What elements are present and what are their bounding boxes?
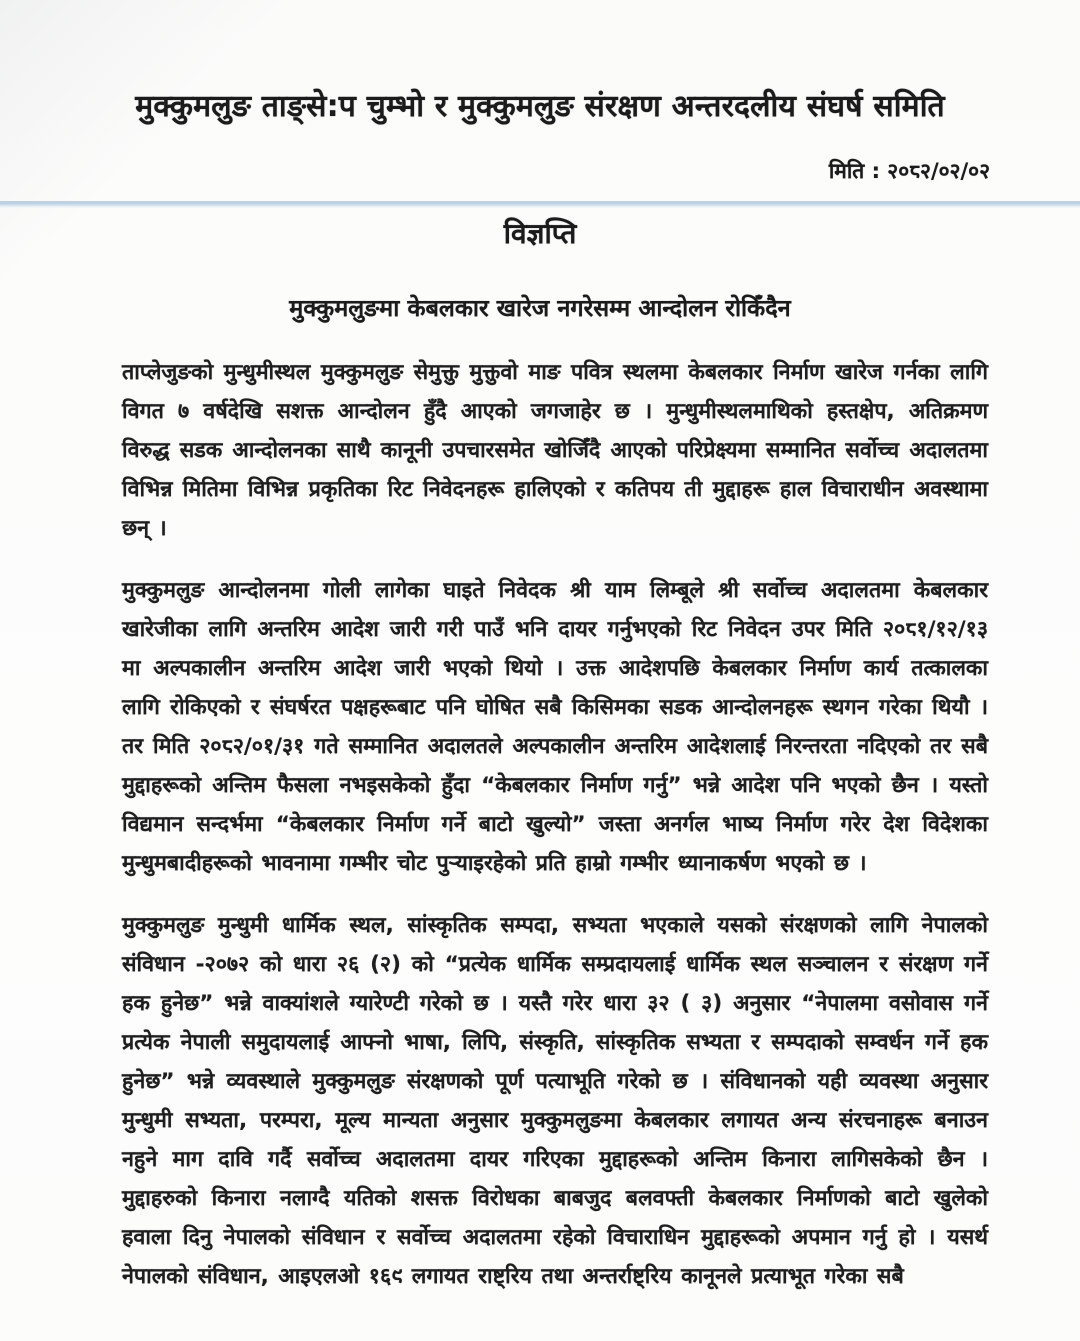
divider-rule [0, 201, 1080, 208]
paragraph-2: मुक्कुमलुङ आन्दोलनमा गोली लागेका घाइते निवेदक श्री याम लिम्बूले श्री सर्वोच्च अदालतमा केबलकार खारेजीका लागि अन्तरिम आदेश जारी गरी पाउँ भनि दायर गर्नुभएको रिट निवेदन उपर मिति २०८१/१२/१३ मा अल्पकालीन अन्तरिम आदेश जारी भएको थियो । उक्त आदेशपछि केबलकार निर्माण कार्य तत्कालका लागि रोकिएको र संघर्षरत पक्षहरूबाट पनि घोषित सबै किसिमका सडक आन्दोलनहरू स्थगन गरेका थियौ । तर मिति २०८२/०१/३१ गते सम्मानित अदालतले अल्पकालीन अन्तरिम आदेशलाई निरन्तरता नदिएको तर सबै मुद्दाहरूको अन्तिम फैसला नभइसकेको हुँदा “केबलकार निर्माण गर्नु” भन्ने आदेश पनि भएको छैन । यस्तो विद्यमान सन्दर्भमा “केबलकार निर्माण गर्ने बाटो खुल्यो” जस्ता अनर्गल भाष्य निर्माण गरेर देश विदेशका मुन्धुमबादीहरूको भावनामा गम्भीर चोट पुऱ्याइरहेको प्रति हाम्रो गम्भीर ध्यानाकर्षण भएको छ । [122, 578, 988, 876]
paragraph-3: मुक्कुमलुङ मुन्धुमी धार्मिक स्थल, सांस्कृतिक सम्पदा, सभ्यता भएकाले यसको संरक्षणको लागि नेपालको संविधान -२०७२ को धारा २६ (२) को “प्रत्येक धार्मिक सम्प्रदायलाई धार्मिक स्थल सञ्चालन र संरक्षण गर्ने हक हुनेछ” भन्ने वाक्यांशले ग्यारेण्टी गरेको छ । यस्तै गरेर धारा ३२ ( ३) अनुसार “नेपालमा वसोवास गर्ने प्रत्येक नेपाली समुदायलाई आफ्नो भाषा, लिपि, संस्कृति, सांस्कृतिक सभ्यता र सम्पदाको सम्वर्धन गर्ने हक हुनेछ” भन्ने व्यवस्थाले मुक्कुमलुङ संरक्षणको पूर्ण पत्याभूति गरेको छ । संविधानको यही व्यवस्था अनुसार मुन्धुमी सभ्यता, परम्परा, मूल्य मान्यता अनुसार मुक्कुमलुङमा केबलकार लगायत अन्य संरचनाहरू बनाउन नहुने माग दावि गर्दै सर्वोच्च अदालतमा दायर गरिएका मुद्दाहरूको अन्तिम किनारा लागिसकेको छैन । मुद्दाहरुको किनारा नलाग्दै यतिको शसक्त विरोधका बाबजुद बलवफ्ती केबलकार निर्माणको बाटो खुलेको हवाला दिनु नेपालको संविधान र सर्वोच्च अदालतमा रहेको विचाराधिन मुद्दाहरूको अपमान गर्नु हो । यसर्थ नेपालको संविधान, आइएलओ १६९ लगायत राष्ट्रिय तथा अन्तर्राष्ट्रिय कानूनले प्रत्याभूत गरेका सबै [122, 913, 989, 1289]
document-body [122, 353, 988, 1296]
notice-heading: विज्ञप्ति [503, 217, 577, 250]
subject-heading: मुक्कुमलुङमा केबलकार खारेज नगरेसम्म आन्दोलन रोकिँदैन [289, 294, 791, 322]
date-line: मिति : २०८२/०२/०२ [828, 159, 990, 183]
paragraph-1: ताप्लेजुङको मुन्धुमीस्थल मुक्कुमलुङ सेमुक्तु मुक्तुवो माङ पवित्र स्थलमा केबलकार निर्माण खारेज गर्नका लागि विगत ७ वर्षदेखि सशक्त आन्दोलन हुँदै आएको जगजाहेर छ । मुन्धुमीस्थलमाथिको हस्तक्षेप, अतिक्रमण विरुद्ध सडक आन्दोलनका साथै कानूनी उपचारसमेत खोजिँदै आएको परिप्रेक्ष्यमा सम्मानित सर्वोच्च अदालतमा विभिन्न मितिमा विभिन्न प्रकृतिका रिट निवेदनहरू हालिएको र कतिपय ती मुद्दाहरू हाल विचाराधीन अवस्थामा छन् । [122, 360, 988, 541]
org-title: मुक्कुमलुङ ताङ्से:प चुम्भो र मुक्कुमलुङ संरक्षण अन्तरदलीय संघर्ष समिति [135, 89, 945, 124]
